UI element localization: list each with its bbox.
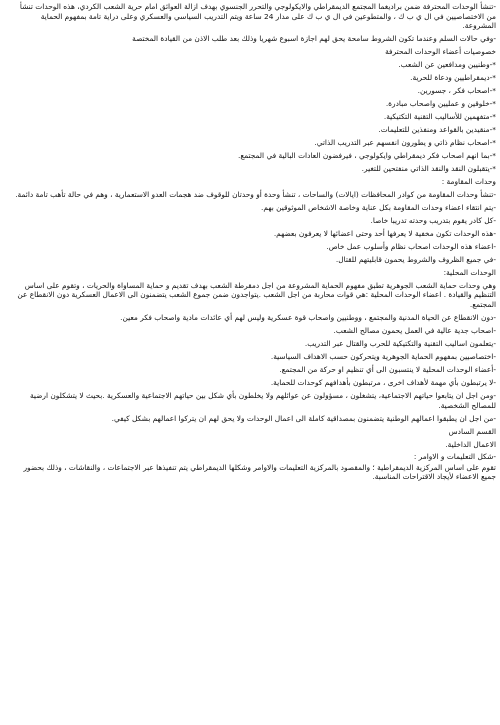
paragraph: -في جميع الظروف والشروط يحمون قابليتهم للقتال.	[335, 254, 496, 264]
paragraph: تقوم على اساس المركزية الديمقراطية ؛ والمقصود بالمركزية التعليمات والاوامر وشكلها الديمقراطي يتم تنفيذها عبر الاجتماعات ، والنقاشات ، وذلك بحضور جميع الاعضاء لأيجاد الاقتراحات المناسبة.	[23, 462, 496, 482]
section-heading: خصوصيات أعضاء الوحدات المحترفة	[385, 47, 496, 57]
paragraph: -اصحاب جدية عالية في العمل يحمون مصالح الشعب.	[333, 326, 496, 336]
paragraph: -تنشأ الوحدات المحترفة ضمن براديغما المجتمع الديمقراطي والايكولوجي والتحرر الجنسوي بهدف ازالة العوائق امام حرية الشعب الكردي، هذه الوحدات تنشأ من الاختصاصيين في ال ي ب ك ، والمتطوعين في ال ي ب ك على مدار 24 ساعة ويتم التدريب السياسي والعسكري وعلى دراية تامة بمفهوم الحماية المشروعة.	[19, 2, 496, 31]
paragraph: -أعضاء الوحدات المحلية لا ينتسبون الى أي تنظيم او حركة من المجتمع.	[279, 364, 496, 374]
list-item: *-ديمقراطيين ودعاة للحرية.	[410, 73, 496, 83]
paragraph: -تنشأ وحدات المقاومة من كوادر المحافظات (ايالات) والساحات ، تنشأ وحدة أو وحدتان للوقوف ضد هجمات العدو الاستعمارية ، وهم في حالة تأهب تامة دائمة.	[15, 189, 496, 199]
paragraph: -كل كادر يقوم بتدريب وحدته تدريبا خاصا.	[370, 215, 496, 225]
paragraph: وهي وحدات حماية الشعب الجوهرية تطبق مفهوم الحماية المشروعة من اجل دمقرطة الشعب بهدف تقديم و حماية المساواة والحريات ، وتقوم على اساس التنظيم والقيادة . اعضاء الوحدات المحلية :هي قوات محاربة من اجل الشعب .يتواجدون ضمن جموع الشعب يتضمنون الى الاعمال العسكرية دون الانقطاع عن المجتمع.	[17, 280, 496, 310]
list-item: *-اصحاب نظام ذاتي و يطورون انفسهم عبر التدريب الذاتي.	[314, 138, 496, 148]
paragraph: -يتعلمون اساليب التقنية والتكتيكية للحرب والقتال عبر التدريب.	[304, 339, 496, 349]
list-item: *-متفهمين للأساليب التقنية التكتيكية.	[383, 112, 496, 122]
list-item: *-منقيدين بالقواعد ومنفذين للتعليمات.	[378, 125, 496, 135]
document-page	[4, 0, 500, 725]
paragraph: -من اجل ان يطبقوا اعمالهم الوطنية يتضمنون بمصداقية كاملة الى اعمال الوحدات ولا يحق لهم ان يتركوا اعمالهم بشكل كيفي.	[111, 413, 496, 423]
list-item: *-وطنيين ومدافعين عن الشعب.	[398, 60, 496, 70]
paragraph: -لا يرتبطون بأي مهمة لأهداف اخرى ، مرتبطون بأهدافهم كوحدات للحماية.	[270, 377, 496, 387]
section-heading: -شكل التعليمات و الاوامر :	[413, 452, 496, 462]
paragraph: -هذه الوحدات تكون مخفية لا يعرفها أحد وحتى اعضائها لا يعرفون بعضهم.	[273, 228, 496, 238]
paragraph: -دون الانقطاع عن الحياة المدنية والمجتمع ، ووطنيين واصحاب قوة عسكرية وليس لهم أي عائدات مادية واصحاب فكر معين.	[120, 313, 496, 323]
list-item: *-بما انهم اصحاب فكر ديمقراطي وايكولوجي ، فيرفضون العادات البالية في المجتمع.	[237, 151, 496, 161]
paragraph: -اختصاصيين بمفهوم الحماية الجوهرية ويتحركون حسب الاهداف السياسية.	[270, 352, 496, 361]
paragraph: -يتم انتقاء اعضاء وحدات المقاومة بكل عناية وخاصة الاشخاص الموثوقين بهم.	[261, 202, 496, 212]
section-heading: الوحدات المحلية:	[443, 267, 496, 277]
section-heading: الاعمال الداخلية.	[445, 439, 496, 449]
list-item: *-يتقبلون النقد والنقد الذاتي منفتحين للتغير.	[361, 164, 496, 174]
list-item: *-خلوقين و عمليين واصحاب مبادرة.	[385, 99, 496, 109]
paragraph: -اعضاء هذه الوحدات اصحاب نظام وأسلوب عمل خاص.	[326, 241, 496, 251]
section-heading: وحدات المقاومة :	[441, 177, 496, 186]
paragraph: -وفي حالات السلم وعندما تكون الشروط سامحة يحق لهم اجازة اسبوع شهريا وذلك بعد طلب الاذن من القيادة المختصة	[132, 34, 496, 44]
section-heading: القسم السادس	[448, 426, 496, 436]
paragraph: -ومن اجل ان يتابعوا حياتهم الاجتماعية، يتشغلون ، مسؤولون عن عوائلهم ولا يخلطون بأي شكل بين حياتهم الاجتماعية والعسكرية .بحيث لا يتشكلون ارضية للمصالح الشخصية.	[29, 390, 496, 410]
list-item: *-اصحاب فكر ، جسورين.	[417, 86, 496, 96]
